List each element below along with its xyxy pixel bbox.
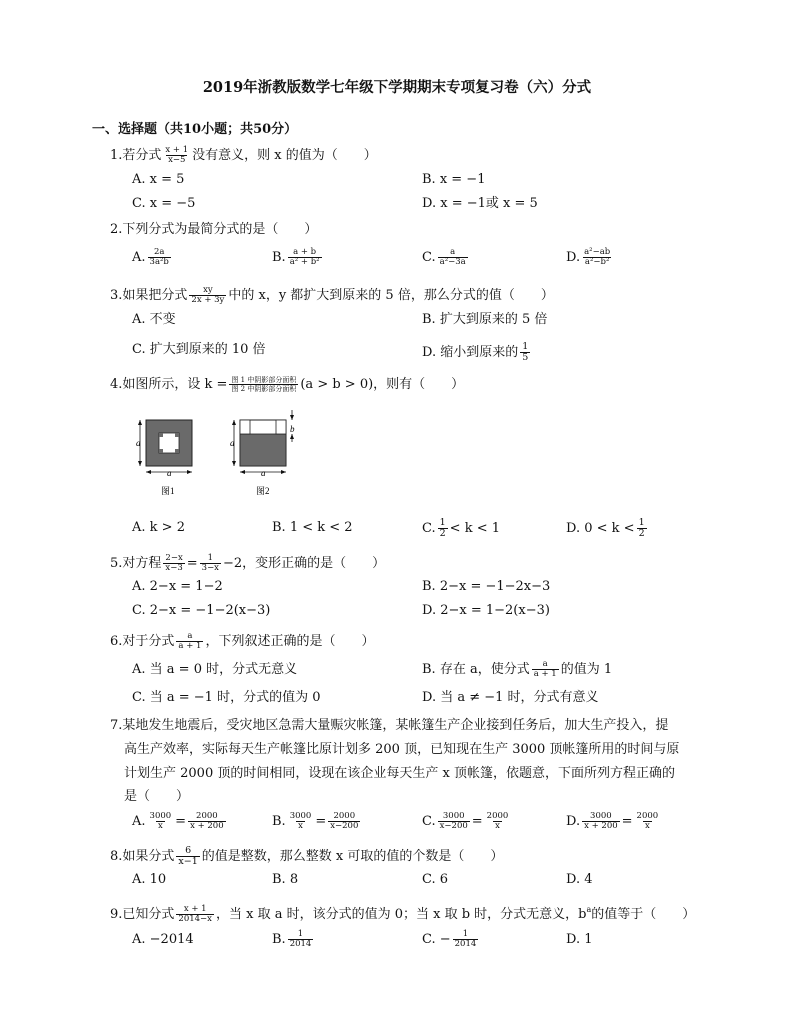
q6-choice-d[interactable]: D. 当 a ≠ −1 时，分式有意义 bbox=[422, 690, 599, 705]
q6-choice-a[interactable]: A. 当 a = 0 时，分式无意义 bbox=[132, 662, 298, 677]
q5-choice-c[interactable]: C. 2−x = −1−2(x−3) bbox=[132, 603, 271, 618]
q1-choice-b[interactable]: B. x = −1 bbox=[422, 172, 486, 187]
q1-choice-d[interactable]: D. x = −1或 x = 5 bbox=[422, 196, 538, 211]
q3-choice-d[interactable]: D. 缩小到原来的 $\frac{1}{5}$ bbox=[422, 341, 529, 363]
q7-choice-a[interactable]: A. $\frac{3000}{x}$ = $\frac{2000}{x + 200}$ bbox=[132, 811, 224, 831]
fig2-caption: 图2 bbox=[256, 486, 270, 496]
fig1-caption: 图1 bbox=[161, 486, 175, 496]
q9-choice-d[interactable]: D. 1 bbox=[566, 932, 593, 947]
fig2-label-a-bottom: a bbox=[261, 468, 266, 478]
question-4-stem: 4.如图所示，设 k = $\frac{\text{图 1 中阴影部分面积}}{\text{图 2 中阴影部分面积}}$ (a > b > 0)，则有（ ） bbox=[110, 376, 465, 393]
q2-choice-c[interactable]: C. $\frac{a}{\text{a²−3a}}$ bbox=[422, 247, 466, 267]
q4-choice-c[interactable]: C. $\frac{1}{2}$ < k < 1 bbox=[422, 517, 501, 539]
question-7-line-1: 7.某地发生地震后，受灾地区急需大量赈灾帐篷，某帐篷生产企业接到任务后，加大生产投入，提 bbox=[110, 718, 669, 733]
q2-choice-a[interactable]: A. $\frac{2a}{\text{3a²b}}$ bbox=[132, 247, 169, 267]
fig1-label-a: a bbox=[136, 438, 141, 448]
figure-1 bbox=[134, 414, 206, 498]
question-6-stem: 6.对于分式 $\frac{a}{a + 1}$ ，下列叙述正确的是（ ） bbox=[110, 631, 375, 651]
fig1-label-a-bottom: a bbox=[167, 468, 172, 478]
q8-choice-d[interactable]: D. 4 bbox=[566, 872, 593, 887]
q9-choice-a[interactable]: A. −2014 bbox=[132, 932, 194, 947]
q3-choice-c[interactable]: C. 扩大到原来的 10 倍 bbox=[132, 342, 266, 357]
q7-choice-b[interactable]: B. $\frac{3000}{x}$ = $\frac{2000}{x-200}$ bbox=[272, 811, 359, 831]
q5-choice-b[interactable]: B. 2−x = −1−2x−3 bbox=[422, 579, 551, 594]
q8-choice-b[interactable]: B. 8 bbox=[272, 872, 299, 887]
q4-choice-b[interactable]: B. 1 < k < 2 bbox=[272, 520, 353, 535]
question-2-stem: 2.下列分式为最简分式的是（ ） bbox=[110, 222, 318, 237]
section-header: 一、选择题（共10小题；共50分） bbox=[92, 122, 298, 137]
q5-choice-d[interactable]: D. 2−x = 1−2(x−3) bbox=[422, 603, 550, 618]
q3-choice-b[interactable]: B. 扩大到原来的 5 倍 bbox=[422, 312, 548, 327]
question-9-stem: 9.已知分式 $\frac{x + 1}{2014-x}$ ，当 x 取 a 时，该分式的值为 0；当 x 取 b 时，分式无意义，$b^a$的值等于（ ） bbox=[110, 904, 696, 924]
fig2-label-a: a bbox=[230, 438, 235, 448]
q4-choice-d[interactable]: D. 0 < k < $\frac{1}{2}$ bbox=[566, 517, 645, 539]
question-1-stem: 1.若分式 $\frac{x + 1}{x-5}$ 没有意义，则 x 的值为（ ） bbox=[110, 145, 377, 165]
question-5-stem: 5.对方程 $\frac{2-x}{x-3}$ = $\frac{1}{3-x}$ −2，变形正确的是（ ） bbox=[110, 553, 386, 573]
question-7-line-2: 高生产效率，实际每天生产帐篷比原计划多 200 顶，已知现在生产 3000 顶帐篷所用的时间与原 bbox=[124, 742, 680, 757]
question-8-stem: 8.如果分式 $\frac{6}{x-1}$ 的值是整数，那么整数 x 可取的值的个数是（ ） bbox=[110, 845, 504, 867]
q4-choice-a[interactable]: A. k > 2 bbox=[132, 520, 185, 535]
q8-choice-c[interactable]: C. 6 bbox=[422, 872, 449, 887]
q7-choice-c[interactable]: C. $\frac{3000}{x-200}$ = $\frac{2000}{x}$ bbox=[422, 811, 509, 831]
q9-choice-c[interactable]: C. − $\frac{1}{2014}$ bbox=[422, 929, 477, 949]
fig2-shaded-region bbox=[240, 434, 286, 466]
q2-choice-d[interactable]: D. $\frac{\text{a²−ab}}{\text{a²−b²}}$ bbox=[566, 247, 611, 267]
q6-choice-c[interactable]: C. 当 a = −1 时，分式的值为 0 bbox=[132, 690, 321, 705]
q6-choice-b[interactable]: B. 存在 a，使分式 $\frac{a}{a + 1}$ 的值为 1 bbox=[422, 659, 613, 679]
q1-choice-a[interactable]: A. x = 5 bbox=[132, 172, 185, 187]
fig2-label-b: b bbox=[290, 424, 295, 434]
q7-choice-d[interactable]: D. $\frac{3000}{x + 200}$ = $\frac{2000}{x}$ bbox=[566, 811, 659, 831]
q1-choice-c[interactable]: C. x = −5 bbox=[132, 196, 196, 211]
question-7-line-3: 计划生产 2000 顶的时间相同，设现在该企业每天生产 x 顶帐篷，依题意，下面所列方程正确的 bbox=[124, 766, 675, 781]
q2-choice-b[interactable]: B. $\frac{a + b}{\text{a² + b²}}$ bbox=[272, 247, 320, 267]
page-title: 2019年浙教版数学七年级下学期期末专项复习卷（六）分式 bbox=[202, 79, 592, 96]
q5-choice-a[interactable]: A. 2−x = 1−2 bbox=[132, 579, 223, 594]
question-7-line-4: 是（ ） bbox=[124, 789, 190, 804]
q8-choice-a[interactable]: A. 10 bbox=[132, 872, 167, 887]
figure-2 bbox=[228, 408, 304, 498]
question-3-stem: 3.如果把分式 $\frac{xy}{2x + 3y}$ 中的 x，y 都扩大到原来的 5 倍，那么分式的值（ ） bbox=[110, 285, 554, 305]
q3-choice-a[interactable]: A. 不变 bbox=[132, 312, 176, 327]
q9-choice-b[interactable]: B. $\frac{1}{2014}$ bbox=[272, 929, 312, 949]
